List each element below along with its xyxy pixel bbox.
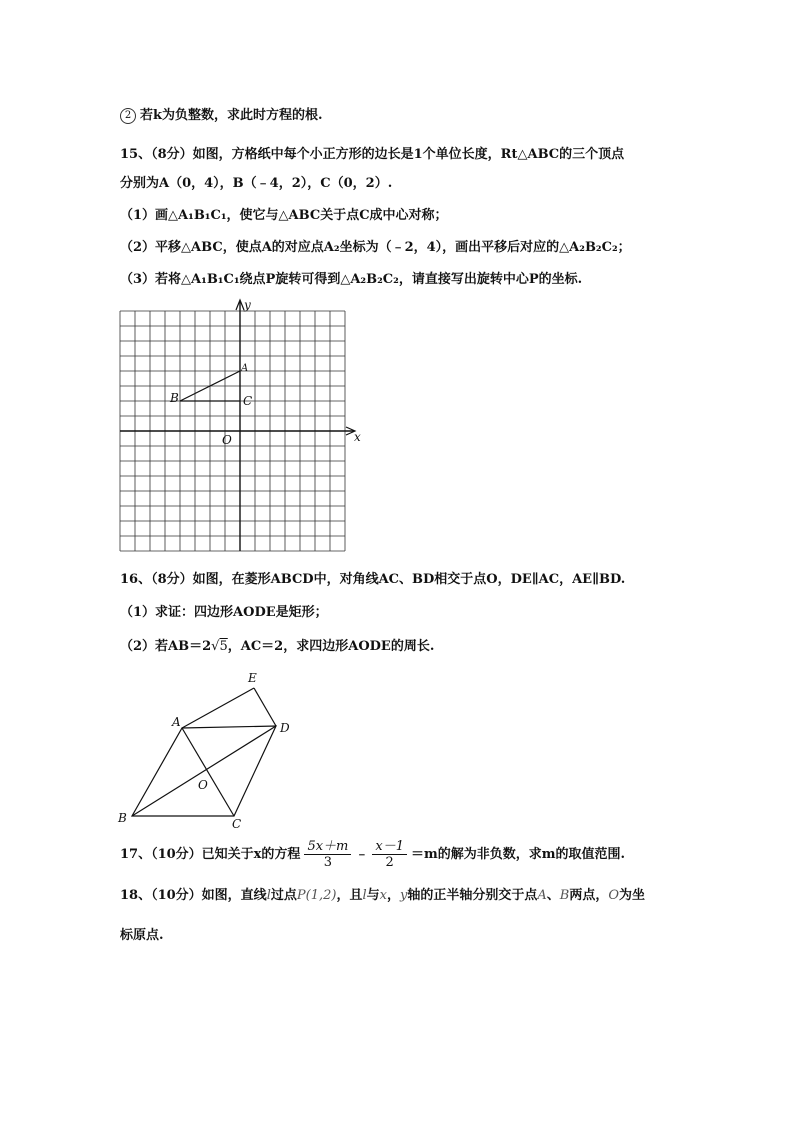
q17 [120,838,625,872]
q15-part2: （2）平移△ABC，使点A的对应点A₂坐标为（﹣2，4），画出平移后对应的△A₂B₂C₂； [120,240,631,255]
segment-ed [254,688,276,726]
label-x: x [354,430,361,444]
sqrt-sign: √ [211,639,220,654]
q16-rhombus-figure [112,668,302,830]
label-a: A [172,715,181,729]
var-x: x [379,888,387,903]
q18-text-d: 与 [366,888,380,903]
q15-vertices: 分别为A（0，4），B（﹣4，2），C（0，2）. [120,176,393,191]
q14-part2-text: 若k为负整数，求此时方程的根. [140,108,323,123]
circled-number: 2 [120,108,136,124]
q17-text-b: ＝m的解为非负数，求m的取值范围. [411,847,626,862]
q16-part2-a: （2）若AB＝2 [120,639,212,654]
q17-text-a: 17、（10分）已知关于x的方程 [120,847,301,862]
fraction-1-denominator: 3 [323,855,333,870]
fraction-1 [304,839,351,870]
q18-text-i: 为坐 [619,888,646,903]
q16-heading: 16、（8分）如图，在菱形ABCD中，对角线AC、BD相交于点O，DE∥AC，AE∥BD. [120,572,626,587]
q16-part2-b: ，AC＝2，求四边形AODE的周长. [227,639,435,654]
label-b: B [170,391,179,405]
var-b: B [559,888,570,903]
q18-text-c: ，且 [336,888,363,903]
q18-line2: 标原点. [120,928,164,943]
q15-grid-figure [110,296,370,556]
q18-line1 [120,888,645,904]
q15-part3: （3）若将△A₁B₁C₁绕点P旋转可得到△A₂B₂C₂，请直接写出旋转中心P的坐标. [120,272,583,287]
sqrt-radicand: 5 [219,639,228,654]
q15-heading: 15、（8分）如图，方格纸中每个小正方形的边长是1个单位长度，Rt△ABC的三个顶点 [120,147,625,162]
var-o: O [608,888,620,903]
q18-text-a: 18、（10分）如图，直线 [120,888,267,903]
label-a: A [241,363,249,374]
label-o: O [222,433,232,447]
diagonal-ac [182,728,234,816]
label-c: C [243,394,253,408]
point-p: P(1,2) [296,888,337,903]
q18-text-e: ， [387,888,401,903]
segment-ae [182,688,254,728]
q16-part2 [120,639,434,655]
var-y: y [400,888,408,903]
label-c: C [232,817,242,830]
fraction-2-denominator: 2 [385,855,394,870]
q14-part2 [120,108,323,124]
var-l: l [266,888,271,903]
minus-sign: ﹣ [355,847,369,862]
label-b: B [118,811,127,825]
q18-text-b: 过点 [270,888,297,903]
q15-part1: （1）画△A₁B₁C₁，使它与△ABC关于点C成中心对称； [120,208,448,223]
fraction-2 [372,839,407,870]
q18-text-g: 、 [546,888,560,903]
fraction-1-numerator: 5x＋m [304,839,351,855]
label-e: E [248,671,257,685]
label-d: D [280,721,290,735]
var-a: A [537,888,547,903]
q16-part1: （1）求证：四边形AODE是矩形； [120,605,328,620]
q18-text-h: 两点， [569,888,609,903]
label-y: y [244,298,251,312]
label-o: O [198,778,208,792]
var-l: l [362,888,367,903]
q18-text-f: 轴的正半轴分别交于点 [407,888,538,903]
fraction-2-numerator: x－1 [372,839,407,855]
